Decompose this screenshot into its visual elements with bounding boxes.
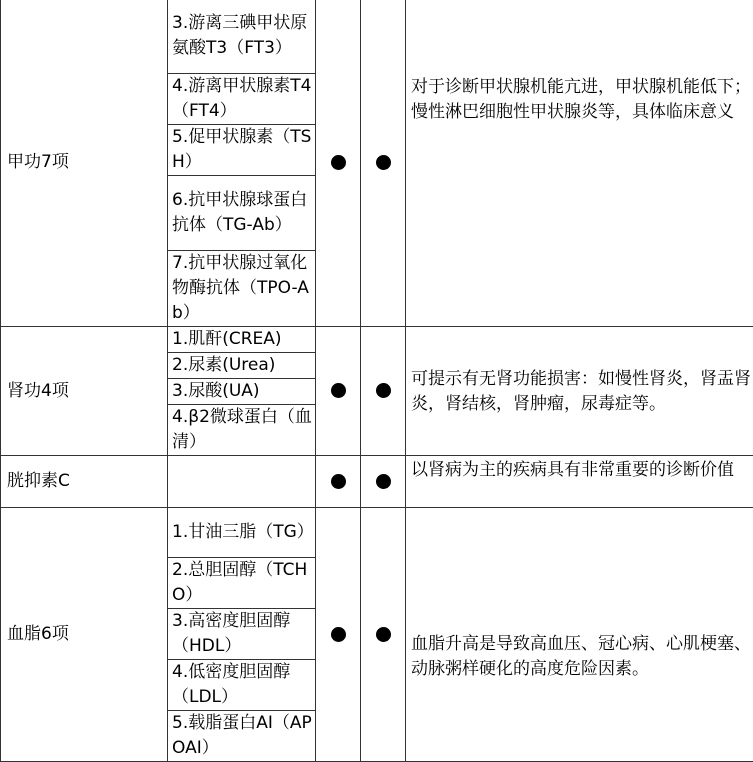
description-text: 对于诊断甲状腺机能亢进，甲状腺机能低下；慢性淋巴细胞性甲状腺炎等，具体临床意义 xyxy=(411,1,753,125)
table-row xyxy=(1,0,753,74)
sub-item-cell: 5.促甲状腺素（TSH） xyxy=(168,125,316,176)
sub-item-cell: 6.抗甲状腺球蛋白抗体（TG-Ab） xyxy=(168,176,316,251)
description-cell xyxy=(406,508,753,762)
description-text: 血脂升高是导致高血压、冠心病、心肌梗塞、动脉粥样硬化的高度危险因素。 xyxy=(411,510,753,682)
description-cell xyxy=(406,327,753,456)
filled-circle-icon xyxy=(376,474,391,489)
sub-item-cell: 2.总胆固醇（TCHO） xyxy=(168,558,316,609)
category-cell: 血脂6项 xyxy=(1,508,168,762)
sub-item-cell: 4.游离甲状腺素T4（FT4） xyxy=(168,74,316,125)
sub-item-cell: 2.尿素(Urea) xyxy=(168,353,316,379)
table-row xyxy=(1,456,753,508)
mark-cell xyxy=(316,456,361,508)
category-cell: 胱抑素C xyxy=(1,456,168,508)
sub-item-cell: 7.抗甲状腺过氧化物酶抗体（TPO-Ab） xyxy=(168,251,316,327)
mark-cell xyxy=(361,0,406,327)
filled-circle-icon xyxy=(376,383,391,398)
filled-circle-icon xyxy=(331,627,346,642)
filled-circle-icon xyxy=(376,627,391,642)
description-cell xyxy=(406,0,753,327)
sub-item-cell: 4.β2微球蛋白（血清） xyxy=(168,405,316,456)
mark-cell xyxy=(361,327,406,456)
sub-item-cell: 3.高密度胆固醇（HDL） xyxy=(168,609,316,660)
sub-item-cell: 3.尿酸(UA) xyxy=(168,379,316,405)
category-cell: 甲功7项 xyxy=(1,0,168,327)
sub-item-cell: 4.低密度胆固醇（LDL） xyxy=(168,660,316,711)
mark-cell xyxy=(316,327,361,456)
mark-cell xyxy=(361,456,406,508)
filled-circle-icon xyxy=(376,155,391,170)
sub-item-cell: 1.甘油三脂（TG） xyxy=(168,508,316,558)
sub-item-cell: 1.肌酐(CREA) xyxy=(168,327,316,353)
mark-cell xyxy=(361,508,406,762)
sub-item-cell: 5.载脂蛋白AI（APOAI） xyxy=(168,711,316,762)
sub-item-cell: 3.游离三碘甲状原氨酸T3（FT3） xyxy=(168,0,316,74)
description-text: 以肾病为主的疾病具有非常重要的诊断价值 xyxy=(411,458,753,483)
filled-circle-icon xyxy=(331,383,346,398)
category-cell: 肾功4项 xyxy=(1,327,168,456)
description-cell xyxy=(406,456,753,508)
table-row xyxy=(1,508,753,558)
table-row xyxy=(1,327,753,353)
description-text: 可提示有无肾功能损害：如慢性肾炎，肾盂肾炎，肾结核，肾肿瘤，尿毒症等。 xyxy=(411,367,753,417)
sub-item-cell xyxy=(168,456,316,508)
filled-circle-icon xyxy=(331,155,346,170)
mark-cell xyxy=(316,0,361,327)
filled-circle-icon xyxy=(331,474,346,489)
mark-cell xyxy=(316,508,361,762)
